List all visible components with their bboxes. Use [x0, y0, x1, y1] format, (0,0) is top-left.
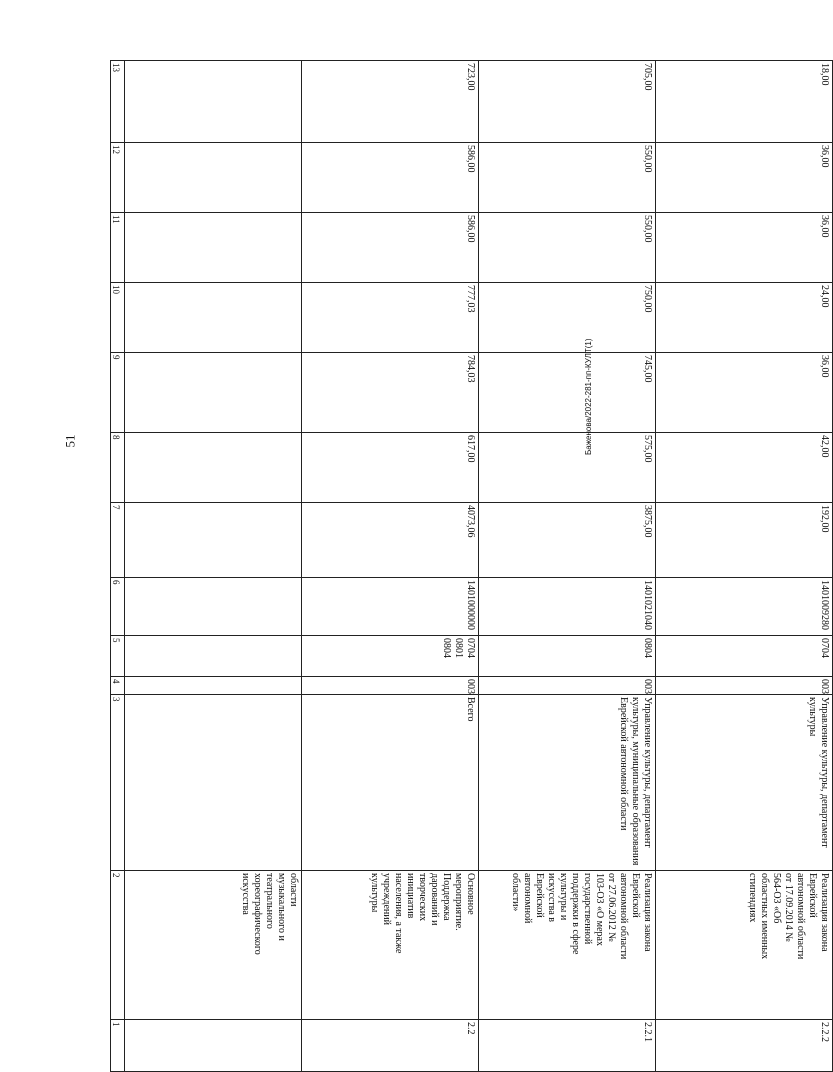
- table-cell: [656, 677, 833, 695]
- cell-text: 24,00: [819, 285, 830, 308]
- cell-text: области музыкального и театрального хореографического искусства: [240, 873, 299, 955]
- cell-text: [297, 433, 301, 503]
- column-header: [111, 636, 125, 677]
- cell-text: [297, 283, 301, 353]
- table-cell: [656, 578, 833, 636]
- header-label: 12: [111, 145, 121, 154]
- table-row: [111, 1020, 833, 1072]
- cell-text: 4073,06: [465, 505, 476, 538]
- table-row: [111, 213, 833, 283]
- table-row: [111, 695, 833, 871]
- cell-text: 003: [819, 679, 830, 694]
- cell-text: 777,03: [465, 285, 476, 313]
- table-cell: [125, 433, 302, 503]
- table-cell: [479, 636, 656, 677]
- header-label: 4: [111, 679, 121, 684]
- table-cell: [479, 871, 656, 1020]
- header-label: 9: [111, 355, 121, 360]
- table-row: [111, 433, 833, 503]
- cell-text: [297, 695, 301, 871]
- table-cell: [302, 578, 479, 636]
- cell-text: 784,03: [465, 355, 476, 383]
- cell-text: 705,00: [642, 63, 653, 91]
- cell-text: 0704: [819, 638, 830, 658]
- header-label: 5: [111, 638, 121, 643]
- table-cell: [656, 353, 833, 433]
- table-row: [111, 503, 833, 578]
- table-cell: [479, 1020, 656, 1072]
- table-cell: [479, 353, 656, 433]
- cell-text: 18,00: [819, 63, 830, 86]
- budget-table: [110, 60, 833, 1072]
- column-header: [111, 143, 125, 213]
- column-header: [111, 61, 125, 143]
- table-cell: [125, 143, 302, 213]
- header-label: 1: [111, 1022, 121, 1027]
- cell-text: Всего: [465, 697, 476, 722]
- table-cell: [302, 677, 479, 695]
- table-cell: [656, 61, 833, 143]
- cell-text: 750,00: [642, 285, 653, 313]
- column-header: [111, 677, 125, 695]
- table-row: [111, 61, 833, 143]
- table-cell: [125, 213, 302, 283]
- cell-text: Управление культуры, департамент культуры: [807, 697, 830, 848]
- cell-text: 36,00: [819, 355, 830, 378]
- table-cell: [302, 433, 479, 503]
- table-cell: [302, 213, 479, 283]
- table-cell: [479, 433, 656, 503]
- header-label: 3: [111, 697, 121, 702]
- header-label: 6: [111, 580, 121, 585]
- cell-text: 36,00: [819, 215, 830, 238]
- table-row: [111, 283, 833, 353]
- cell-text: [297, 213, 301, 283]
- cell-text: 2.2: [465, 1022, 476, 1035]
- table-cell: [125, 695, 302, 871]
- cell-text: Управление культуры, департамент культуры, муниципальные образования Еврейской автономной области: [618, 697, 653, 866]
- cell-text: 003: [642, 679, 653, 694]
- cell-text: 586,00: [465, 215, 476, 243]
- cell-text: 586,00: [465, 145, 476, 173]
- table-cell: [656, 1020, 833, 1072]
- table-cell: [656, 143, 833, 213]
- header-label: 13: [111, 63, 121, 72]
- cell-text: [297, 61, 301, 143]
- cell-text: 0804: [642, 638, 653, 658]
- cell-text: 550,00: [642, 215, 653, 243]
- table-row: [111, 143, 833, 213]
- table-cell: [302, 1020, 479, 1072]
- table-cell: [125, 1020, 302, 1072]
- table-cell: [479, 677, 656, 695]
- table-cell: [479, 283, 656, 353]
- table-cell: [479, 503, 656, 578]
- column-header: [111, 433, 125, 503]
- table-cell: [302, 695, 479, 871]
- cell-text: [297, 143, 301, 213]
- cell-text: 617,00: [465, 435, 476, 463]
- cell-text: 1401021040: [642, 580, 653, 630]
- header-label: 8: [111, 435, 121, 440]
- column-header: [111, 503, 125, 578]
- cell-text: 745,00: [642, 355, 653, 383]
- table-cell: [479, 695, 656, 871]
- cell-text: 723,00: [465, 63, 476, 91]
- column-header: [111, 283, 125, 353]
- cell-text: 192,00: [819, 505, 830, 533]
- table-cell: [656, 213, 833, 283]
- table-cell: [302, 503, 479, 578]
- document-footer: Баженова/2022-281-пп-КУЛТ(1): [584, 338, 593, 455]
- cell-text: [297, 1020, 301, 1072]
- table-cell: [302, 636, 479, 677]
- cell-text: Основное мероприятие. Поддержка дарований и творческих инициатив населения, а также учреждений культуры: [369, 873, 476, 954]
- cell-text: 3875,00: [642, 505, 653, 538]
- table-cell: [125, 871, 302, 1020]
- cell-text: 575,00: [642, 435, 653, 463]
- table-cell: [656, 503, 833, 578]
- header-label: 2: [111, 873, 121, 878]
- table-cell: [125, 283, 302, 353]
- table-cell: [656, 636, 833, 677]
- header-label: 7: [111, 505, 121, 510]
- cell-text: 2.2.1: [642, 1022, 653, 1042]
- table-cell: [125, 503, 302, 578]
- cell-text: Реализация закона Еврейской автономной области от 17.09.2014 № 564-ОЗ «Об областных именных стипендиях: [747, 873, 830, 960]
- cell-text: [297, 503, 301, 578]
- table-cell: [302, 353, 479, 433]
- cell-text: 1401009280: [819, 580, 830, 630]
- column-header: [111, 353, 125, 433]
- table-cell: [656, 695, 833, 871]
- table-cell: [479, 61, 656, 143]
- table-row: [111, 353, 833, 433]
- table-cell: [302, 283, 479, 353]
- table-cell: [656, 871, 833, 1020]
- cell-text: 0704 0801 0804: [441, 638, 476, 658]
- table-cell: [125, 61, 302, 143]
- table-cell: [479, 213, 656, 283]
- cell-text: [297, 677, 301, 695]
- cell-text: 003: [465, 679, 476, 694]
- cell-text: 42,00: [819, 435, 830, 458]
- page-number: 51: [62, 434, 78, 448]
- cell-text: [297, 353, 301, 433]
- column-header: [111, 695, 125, 871]
- column-header: [111, 871, 125, 1020]
- table-cell: [656, 283, 833, 353]
- table-cell: [479, 143, 656, 213]
- header-label: 10: [111, 285, 121, 294]
- cell-text: 36,00: [819, 145, 830, 168]
- table-row: [111, 578, 833, 636]
- cell-text: [297, 578, 301, 636]
- table-cell: [656, 433, 833, 503]
- column-header: [111, 1020, 125, 1072]
- table-row: [111, 871, 833, 1020]
- cell-text: 2.2.2: [819, 1022, 830, 1042]
- table-cell: [125, 578, 302, 636]
- table-cell: [125, 636, 302, 677]
- cell-text: 1401000000: [465, 580, 476, 630]
- table-cell: [302, 143, 479, 213]
- table-cell: [479, 578, 656, 636]
- column-header: [111, 578, 125, 636]
- table-cell: [125, 353, 302, 433]
- table-cell: [125, 677, 302, 695]
- cell-text: Реализация закона Еврейской автономной области от 27.06.2012 № 103-ОЗ «О мерах государственной поддержки в сфере культуры и искусства в Еврейской автономной области»: [510, 873, 653, 960]
- header-label: 11: [111, 215, 121, 224]
- cell-text: [297, 636, 301, 664]
- cell-text: 550,00: [642, 145, 653, 173]
- table-cell: [302, 871, 479, 1020]
- column-header: [111, 213, 125, 283]
- table-row: [111, 636, 833, 677]
- table-cell: [302, 61, 479, 143]
- table-row: [111, 677, 833, 695]
